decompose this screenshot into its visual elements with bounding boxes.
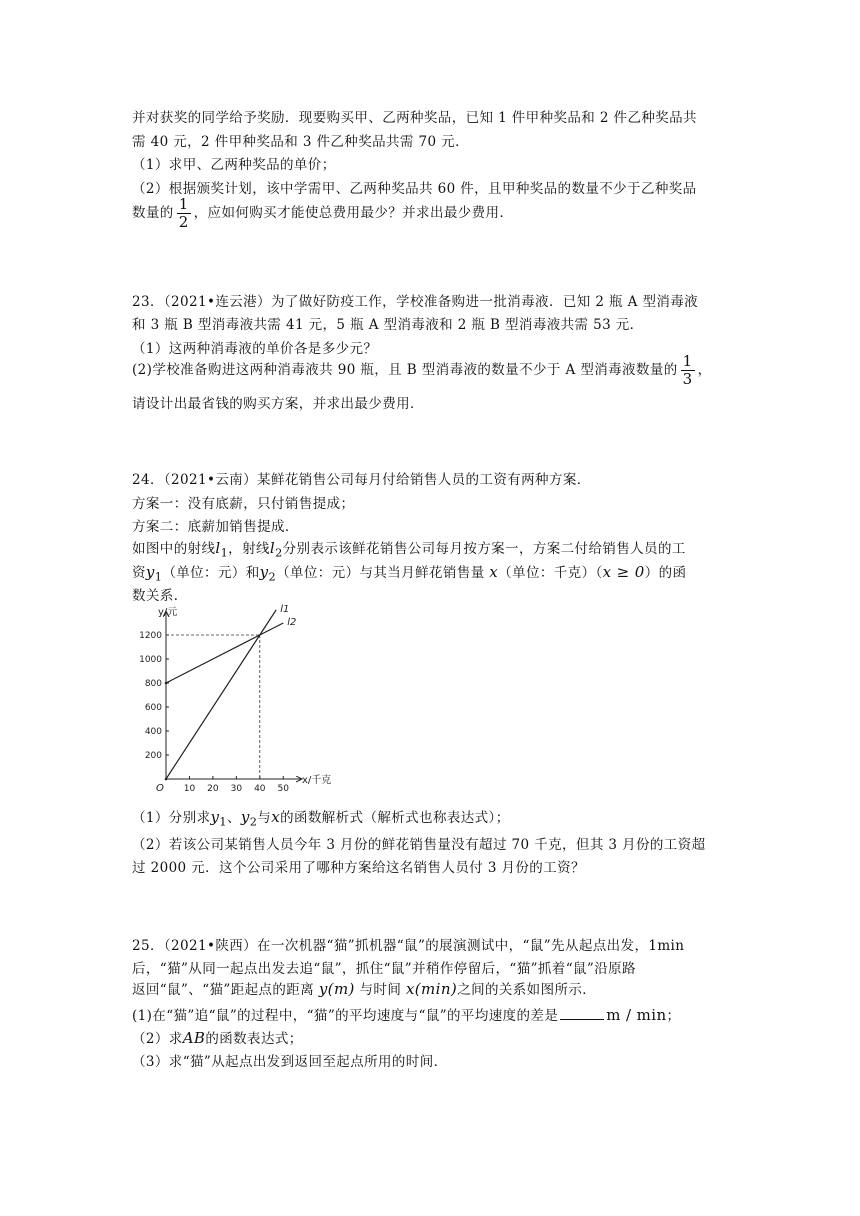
p25-line-3-text-b: 与时间	[359, 982, 402, 998]
y-axis-label: y/元	[158, 607, 178, 618]
segment-ab: AB	[182, 1029, 206, 1047]
p24-q1-text-a: （1）分别求	[132, 810, 211, 826]
p23-line-4	[132, 353, 711, 388]
subscript-2: 2	[249, 815, 258, 829]
unit-m-per-min: m / min	[606, 1006, 667, 1024]
y-tick-label: 200	[144, 751, 162, 761]
p23-line-2: 和 3 瓶 B 型消毒液共需 41 元，5 瓶 A 型消毒液和 2 瓶 B 型消毒液共需 53 元．	[132, 317, 644, 333]
p24-q1-text-b: 、	[226, 810, 241, 826]
x-tick-label: 20	[207, 784, 219, 794]
symbol-l: l	[269, 539, 276, 557]
y-tick-label: 600	[144, 703, 162, 713]
fraction-numerator: 1	[682, 352, 693, 370]
p22-line-2: 需 40 元，2 件甲种奖品和 3 件乙种奖品共需 70 元．	[132, 134, 469, 150]
p24-line-5	[132, 561, 686, 584]
p23-line-1: 23．（2021•连云港）为了做好防疫工作，学校准备购进一批消毒液．已知 2 瓶 A 型消毒液	[132, 294, 699, 310]
p25-q1	[132, 1004, 680, 1024]
p24-line-6: 数关系．	[132, 588, 188, 604]
series-line-l2	[166, 623, 283, 683]
p25-line-3-text-c: 之间的关系如图所示．	[457, 982, 597, 998]
p23-line-4-comma: ，	[697, 362, 712, 378]
p24-line-4-text-c: 分别表示该鲜花销售公司每月按方案一，方案二付给销售人员的工	[282, 541, 686, 557]
p22-line-5-text-b: ，应如何购买才能使总费用最少？并求出最少费用．	[193, 205, 514, 221]
p23-line-4-text: (2)学校准备购进这两种消毒液共 90 瓶，且 B 型消毒液的数量不少于 A 型消毒液数量的	[132, 362, 678, 378]
series-label-l2: l2	[287, 617, 297, 628]
salary-line-chart	[130, 603, 332, 794]
y-tick-label: 1000	[139, 655, 162, 665]
p22-line-5	[132, 196, 513, 231]
subscript-1: 1	[219, 815, 227, 829]
p24-line-5-text-b: （单位：元）和	[162, 565, 260, 581]
y-tick-label: 1200	[139, 631, 162, 641]
symbol-y: y	[259, 563, 269, 581]
fraction-denominator: 3	[682, 370, 693, 388]
p24-q1-text-c: 与	[257, 810, 272, 826]
symbol-l: l	[215, 539, 221, 557]
p23-line-3: （1）这两种消毒液的单价各是多少元？	[132, 341, 378, 357]
p24-q1-text-d: 的函数解析式（解析式也称表达式）；	[280, 810, 510, 826]
fraction-one-third	[681, 353, 695, 388]
p25-line-3-text-a: 返回“鼠”、“猫”距起点的距离	[132, 982, 315, 998]
x-tick-label: 50	[277, 784, 289, 794]
y-tick-label: 800	[144, 679, 162, 689]
p24-q2-line-2: 过 2000 元．这个公司采用了哪种方案给这名销售人员付 3 月份的工资？	[132, 860, 585, 876]
subscript-1: 1	[220, 546, 229, 560]
p25-line-3	[132, 978, 596, 998]
series-label-l1: l1	[280, 603, 290, 615]
p24-line-2: 方案一：没有底薪，只付销售提成；	[132, 496, 355, 512]
p24-line-4-text-a: 如图中的射线	[132, 541, 216, 557]
subscript-2: 2	[275, 546, 283, 560]
x-tick-label: 10	[183, 784, 196, 794]
fraction-one-half	[177, 196, 191, 231]
p24-line-4	[132, 537, 686, 560]
expr-x-min: x(min)	[405, 980, 458, 998]
x-tick-label: 30	[230, 784, 243, 794]
answer-blank	[560, 1007, 604, 1020]
p25-line-2: 后，“猫”从同一起点出发去追“鼠”，抓住“鼠”并稍作停留后，“猫”抓着“鼠”沿原路	[132, 961, 636, 977]
p24-line-5-text-d: （单位：千克）（	[498, 565, 603, 581]
series-start-point	[165, 778, 168, 781]
subscript-2: 2	[268, 570, 277, 584]
p22-line-4: （2）根据颁奖计划，该中学需甲、乙两种奖品共 60 件，且甲种奖品的数量不少于乙种奖品	[132, 181, 697, 197]
symbol-x: x	[489, 563, 499, 581]
p24-line-5-text-c: （单位：元）与其当月鲜花销售量	[276, 565, 485, 581]
symbol-x: x	[271, 808, 281, 826]
fraction-numerator: 1	[178, 195, 189, 213]
subscript-1: 1	[154, 570, 163, 584]
p22-line-1: 并对获奖的同学给予奖励．现要购买甲、乙两种奖品，已知 1 件甲种奖品和 2 件乙种奖品共	[132, 110, 697, 126]
x-axis-label: x/千克	[302, 775, 332, 786]
p24-line-5-text-e: ）的函	[644, 565, 687, 581]
p24-line-3: 方案二：底薪加销售提成．	[132, 519, 299, 535]
p25-q2	[132, 1027, 303, 1047]
p24-line-1: 24．（2021•云南）某鲜花销售公司每月付给销售人员的工资有两种方案．	[132, 472, 591, 488]
y-tick-label: 400	[144, 727, 162, 737]
p24-line-4-text-b: ，射线	[228, 541, 270, 557]
p24-line-5-text-a: 资	[132, 565, 146, 581]
p25-q1-text-a: (1)在“猫”追“鼠”的过程中，“猫”的平均速度与“鼠”的平均速度的差是	[132, 1008, 559, 1024]
expr-y-m: y(m)	[318, 980, 355, 998]
condition-x-nonnegative: x ≥ 0	[602, 563, 645, 581]
series-start-point	[165, 682, 168, 685]
x-tick-label: 40	[254, 784, 266, 794]
p25-q3: （3）求“猫”从起点出发到返回至起点所用的时间．	[132, 1054, 448, 1070]
p25-q2-text-c: 的函数表达式；	[205, 1031, 303, 1047]
p25-line-1: 25．（2021•陕西）在一次机器“猫”抓机器“鼠”的展演测试中，“鼠”先从起点出发，1min	[132, 938, 685, 954]
origin-label: O	[156, 783, 164, 794]
symbol-y: y	[210, 808, 220, 826]
symbol-y: y	[145, 563, 155, 581]
p24-q2-line-1: （2）若该公司某销售人员今年 3 月份的鲜花销售量没有超过 70 千克，但其 3 月份的工资超	[132, 837, 706, 853]
p25-q2-text-a: （2）求	[132, 1031, 183, 1047]
fraction-denominator: 2	[178, 213, 189, 231]
symbol-y: y	[240, 808, 250, 826]
p25-q1-text-c: ；	[666, 1008, 681, 1024]
p23-line-5: 请设计出最省钱的购买方案，并求出最少费用．	[132, 396, 424, 412]
p22-line-3: （1）求甲、乙两种奖品的单价；	[132, 157, 336, 173]
p24-q1	[132, 806, 510, 829]
p22-line-5-text-a: 数量的	[132, 205, 174, 221]
